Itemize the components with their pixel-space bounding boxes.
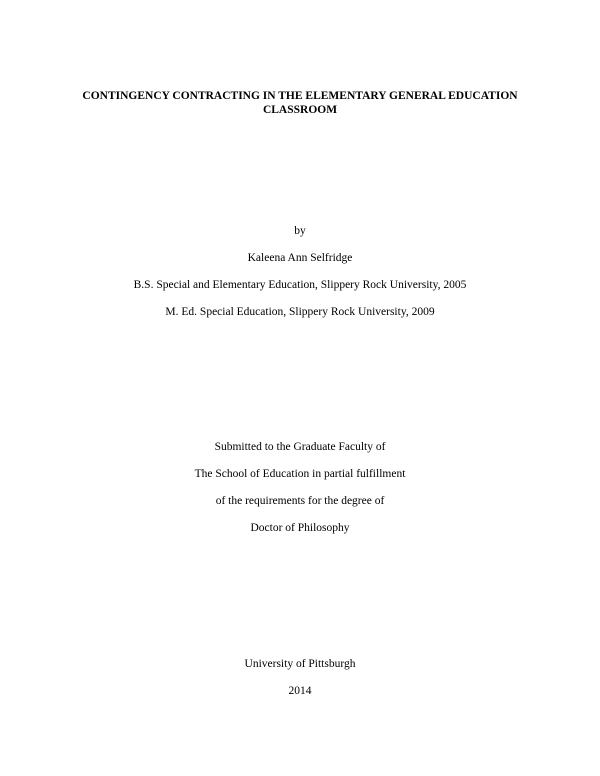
- by-label: by: [294, 225, 306, 237]
- institution-name: University of Pittsburgh: [244, 658, 356, 670]
- submission-year: 2014: [288, 685, 312, 697]
- author-name: Kaleena Ann Selfridge: [247, 252, 353, 264]
- thesis-title-line-1: CONTINGENCY CONTRACTING IN THE ELEMENTARY GENERAL EDUCATION: [82, 90, 518, 102]
- submission-line-1: Submitted to the Graduate Faculty of: [214, 441, 386, 453]
- submission-line-2: The School of Education in partial fulfillment: [194, 468, 406, 480]
- thesis-title-line-2: CLASSROOM: [262, 104, 338, 116]
- prior-degree-med: M. Ed. Special Education, Slippery Rock University, 2009: [165, 306, 435, 318]
- submission-line-3: of the requirements for the degree of: [215, 495, 385, 507]
- degree-name: Doctor of Philosophy: [250, 522, 350, 534]
- prior-degree-bs: B.S. Special and Elementary Education, Slippery Rock University, 2005: [133, 279, 467, 291]
